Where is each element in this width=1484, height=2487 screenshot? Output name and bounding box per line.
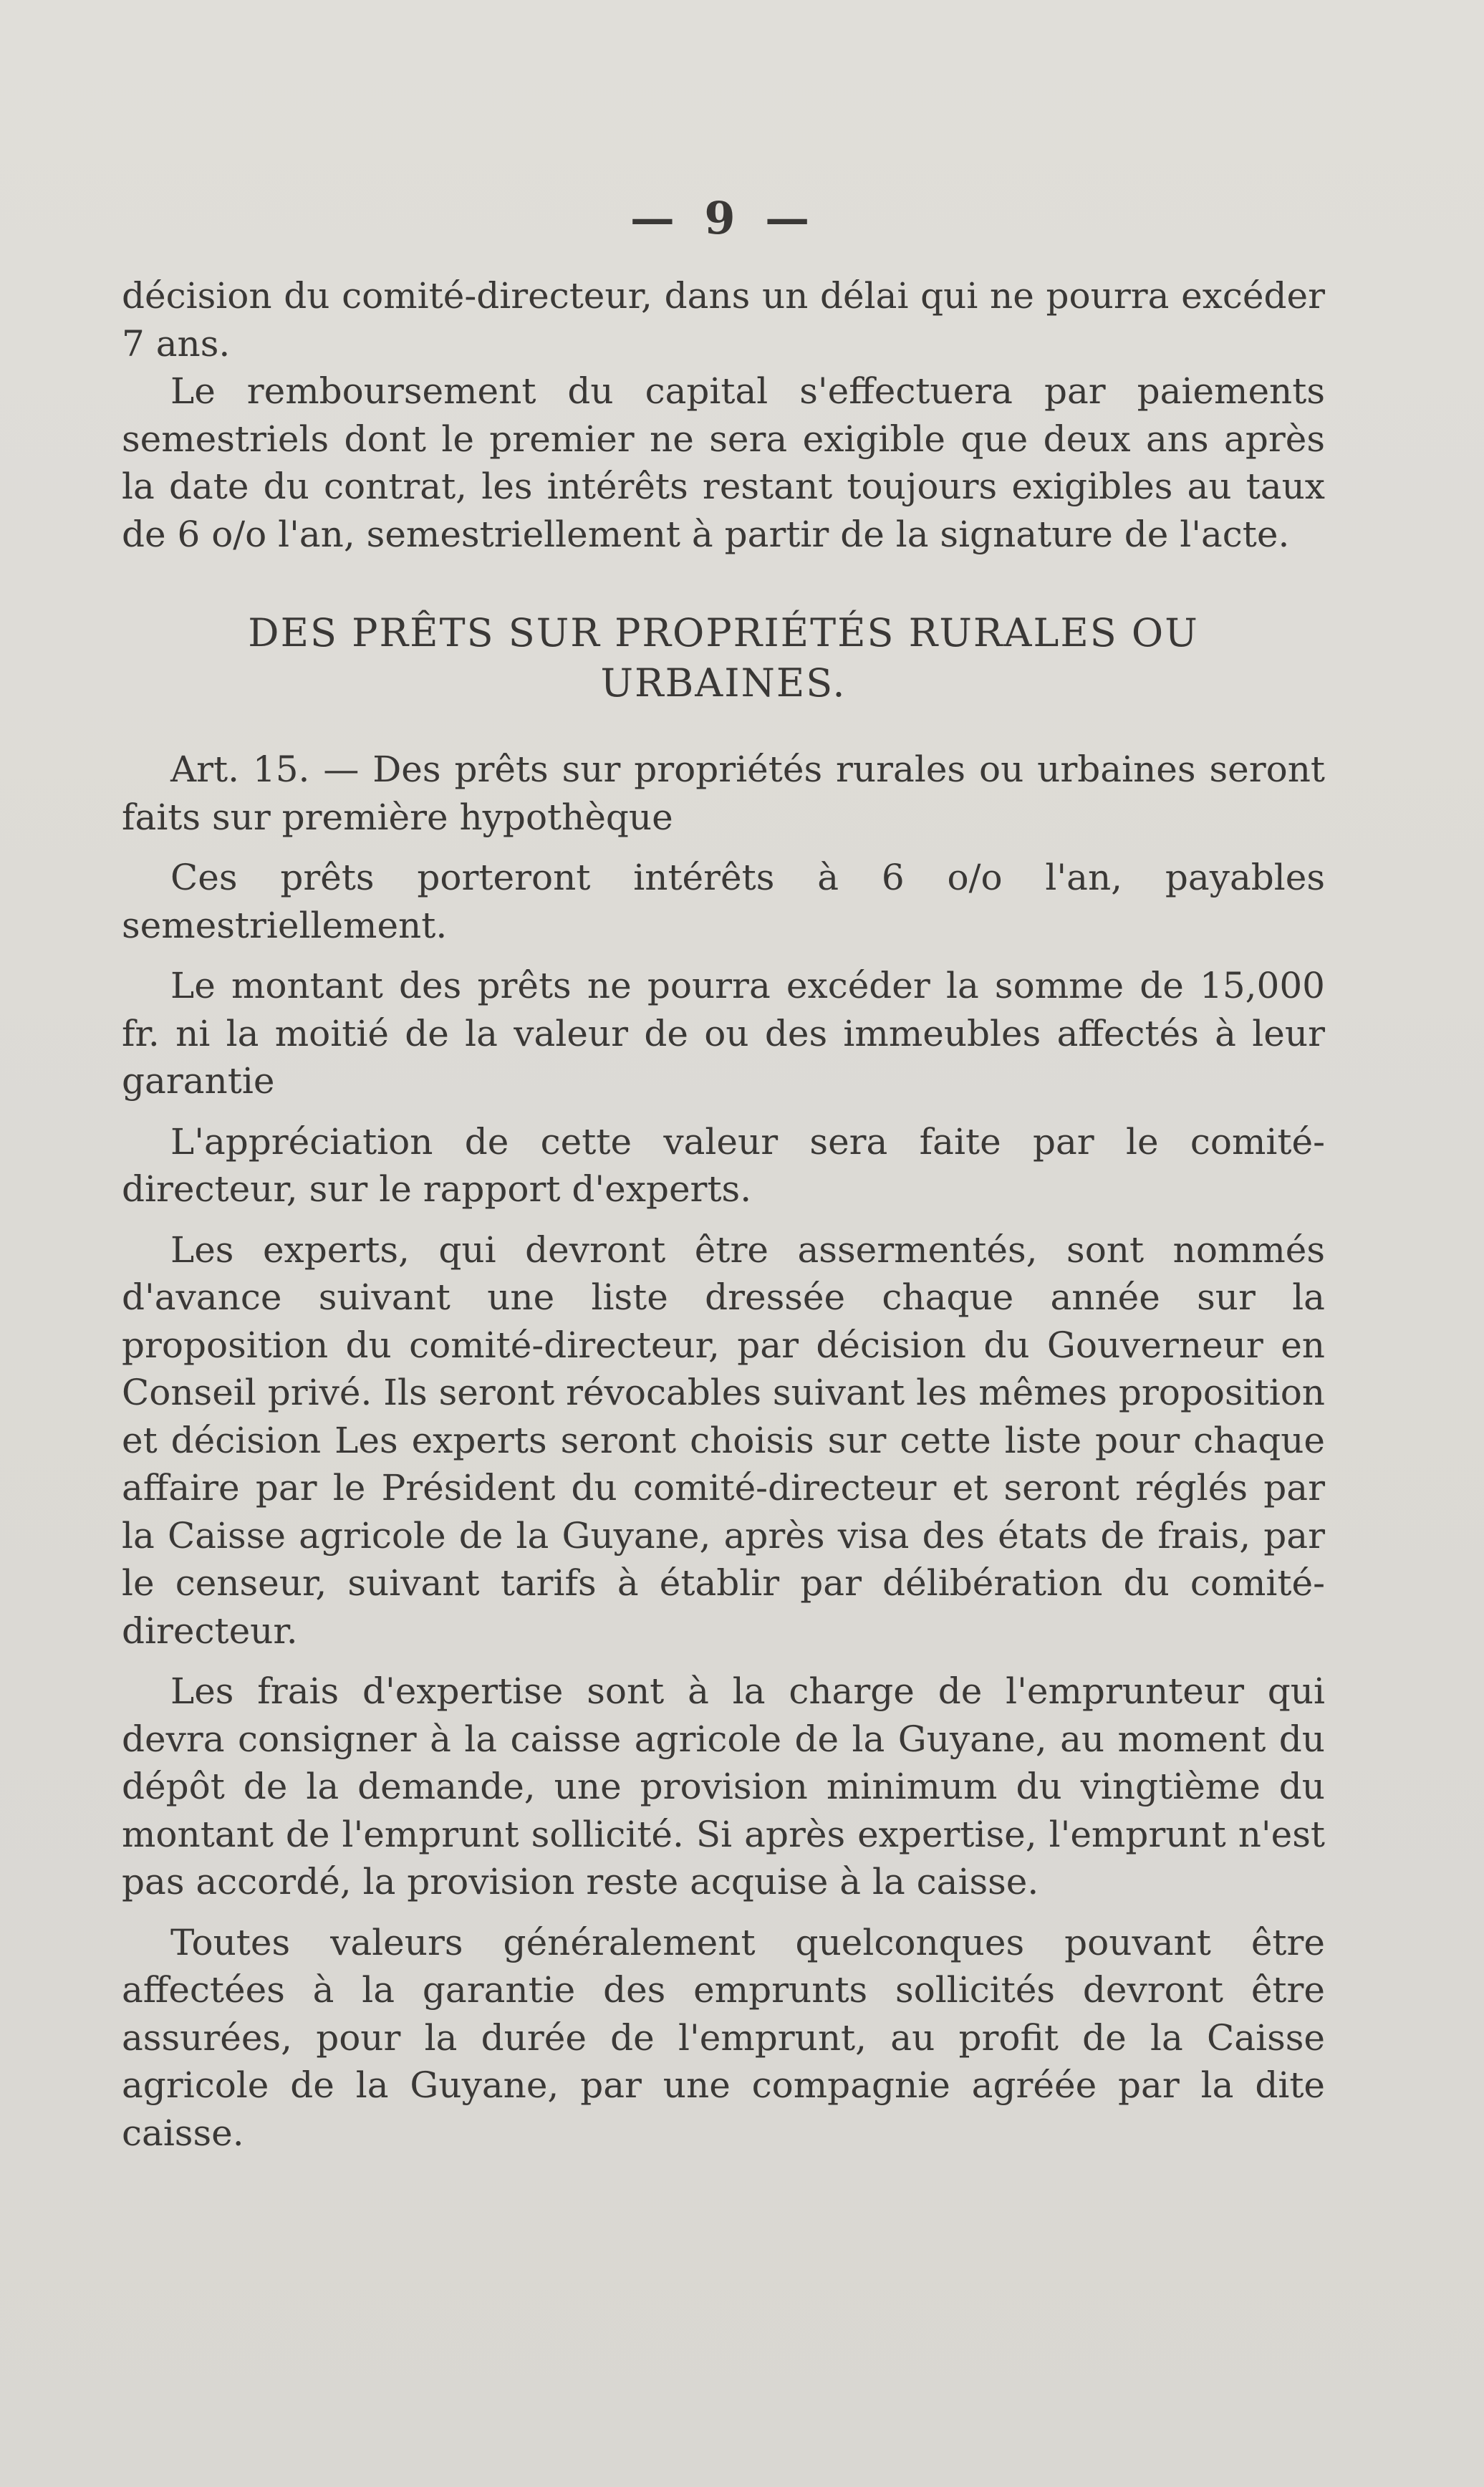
page-number: — 9 — <box>630 192 817 244</box>
paragraph-valuation: L'appréciation de cette valeur sera faite par le comité-directeur, sur le rapport d'experts. <box>122 1120 1325 1210</box>
page-text <box>122 186 1325 2157</box>
paragraph-experts: Les experts, qui devront être assermentés, sont nommés d'avance suivant une liste dressée chaque année sur la proposition du comité-directeur, par décision du Gouverneur en Conseil privé. Ils seront révocables suivant les mêmes proposition et décision Les experts seront choisis sur cette liste pour chaque affaire par le Président du comité-directeur et seront réglés par la Caisse agricole de la Guyane, après visa des états de frais, par le censeur, suivant tarifs à établir par délibération du comité-directeur. <box>122 1228 1325 1652</box>
paragraph-insurance: Toutes valeurs généralement quelconques pouvant être affectées à la garantie des emprunts sollicités devront être assurées, pour la durée de l'emprunt, au profit de la Caisse agricole de la Guyane, par une compagnie agréée par la dite caisse. <box>122 1921 1325 2154</box>
paragraph-expertise-fees: Les frais d'expertise sont à la charge de l'emprunteur qui devra consigner à la caisse agricole de la Guyane, au moment du dépôt de la demande, une provision minimum du vingtième du montant de l'emprunt sollicité. Si après expertise, l'emprunt n'est pas accordé, la provision reste acquise à la caisse. <box>122 1670 1325 1902</box>
paragraph-article-15: Art. 15. — Des prêts sur propriétés rurales ou urbaines seront faits sur première hypothèque <box>122 749 1325 838</box>
paragraph-loan-amount: Le montant des prêts ne pourra excéder la somme de 15,000 fr. ni la moitié de la valeur de ou des immeubles affectés à leur garantie <box>122 965 1325 1102</box>
section-heading: DES PRÊTS SUR PROPRIÉTÉS RURALES OU URBAINES. <box>248 610 1199 706</box>
paragraph-interest: Ces prêts porteront intérêts à 6 o/o l'an, payables semestriellement. <box>122 857 1325 946</box>
paragraph-capital-repayment: Le remboursement du capital s'effectuera par paiements semestriels dont le premier ne sera exigible que deux ans après la date du contrat, les intérêts restant toujours exigibles au taux de 6 o/o l'an, semestriellement à partir de la signature de l'acte. <box>122 370 1325 555</box>
paragraph-continuation: décision du comité-directeur, dans un délai qui ne pourra excéder 7 ans. <box>122 275 1325 365</box>
